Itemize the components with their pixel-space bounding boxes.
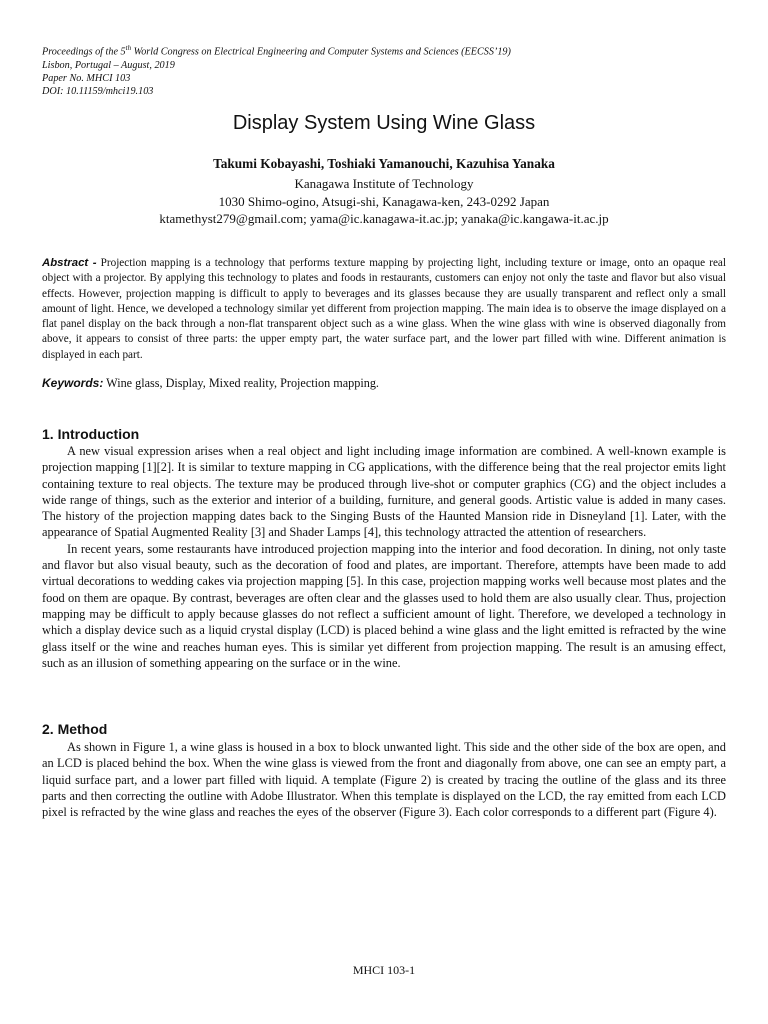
abstract-text: Projection mapping is a technology that performs texture mapping by projecting light, including texture or image, onto an opaque real object with a projector. By applying this technology to plates and foods in restaurants, customers can enjoy not only the taste and flavor but also visual effects. However, projection mapping is difficult to apply to beverages and its glasses because they are usually transparent and reflect only a small amount of light. Hence, we developed a technology similar yet different from projection mapping. The main idea is to observe the image displayed on a flat panel display on the back through a non-flat transparent object such as a wine glass. When the wine glass with wine is observed diagonally from above, it appears to consist of three parts: the upper empty part, the water surface part, and the lower part filled with wine. Different animation is displayed in each part. <box>42 257 726 361</box>
paper-title: Display System Using Wine Glass <box>232 112 536 134</box>
paragraph: A new visual expression arises when a real object and light including image information are combined. A well-known example is projection mapping [1][2]. It is similar to texture mapping in CG applications, with the difference being that the real projector emits light containing texture to real objects. The texture may be produced through live-shot or computer graphics (CG) and the object includes a wide range of things, such as the exterior and interior of a building, furniture, and general goods. Artistic value is added in many cases. The history of the projection mapping dates back to the Singing Busts of the Haunted Mansion ride in Disneyland [1]. Later, with the appearance of Spatial Augmented Reality [3] and Shader Lamps [4], this technology attracted the attention of researchers. <box>42 444 726 540</box>
location-date-line: Lisbon, Portugal – August, 2019 <box>42 59 175 71</box>
section-heading-introduction: 1. Introduction <box>42 426 140 442</box>
ordinal-superscript: th <box>125 44 132 52</box>
author-list: Takumi Kobayashi, Toshiaki Yamanouchi, Kazuhisa Yanaka <box>213 156 555 171</box>
paper-number-line: Paper No. MHCI 103 <box>42 72 131 84</box>
institution: Kanagawa Institute of Technology <box>294 176 474 191</box>
keywords-text: Wine glass, Display, Mixed reality, Projection mapping. <box>103 376 379 390</box>
section-method <box>42 739 726 820</box>
paragraph: In recent years, some restaurants have introduced projection mapping into the interior and food decoration. In dining, not only taste and flavor but also visual beauty, such as the decoration of food and plates, are important. Therefore, attempts have been made to add virtual decorations to wedding cakes via projection mapping [5]. In this case, projection mapping works well because most plates and the food on them are opaque. By contrast, beverages are often clear and the glasses used to hold them are also usually clear. Thus, projection mapping may be difficult to apply because glasses do not reflect a sufficient amount of light. Therefore, we developed a technology in which a display device such as a liquid crystal display (LCD) is placed behind a wine glass and the light emitted is refracted by the wine glass itself or the wine and reaches human eyes. This is similar yet different from projection mapping. The result is an amusing effect, such as an illusion of something appearing on the surface or in the wine. <box>42 541 726 670</box>
affiliation-block <box>0 175 768 228</box>
proceedings-header <box>42 42 732 99</box>
doi-line: DOI: 10.11159/mhci19.103 <box>42 86 154 98</box>
abstract-label: Abstract - <box>42 257 97 269</box>
email-list: ktamethyst279@gmail.com; yama@ic.kanagawa-it.ac.jp; yanaka@ic.kangawa-it.ac.jp <box>159 211 609 227</box>
keywords <box>42 376 726 391</box>
paragraph: As shown in Figure 1, a wine glass is housed in a box to block unwanted light. This side and the other side of the box are open, and an LCD is placed behind the box. When the wine glass is viewed from the front and diagonally from above, one can see an empty part, a liquid surface part, and a lower part filled with liquid. A template (Figure 2) is created by tracing the outline of the glass and its three parts and then correcting the outline with Adobe Illustrator. When this template is displayed on the LCD, the ray emitted from each LCD pixel is refracted by the wine glass and reaches the eyes of the observer (Figure 3). Each color corresponds to a different part (Figure 4). <box>42 740 726 820</box>
section-heading-method: 2. Method <box>42 721 108 737</box>
page-footer: MHCI 103-1 <box>352 963 416 977</box>
abstract <box>42 256 726 363</box>
proceedings-line: Proceedings of the 5th World Congress on Electrical Engineering and Computer Systems and Sciences (EECSS’19) <box>42 44 511 58</box>
section-introduction <box>42 443 726 671</box>
address: 1030 Shimo-ogino, Atsugi-shi, Kanagawa-ken, 243-0292 Japan <box>218 193 550 209</box>
keywords-label: Keywords: <box>42 376 104 390</box>
